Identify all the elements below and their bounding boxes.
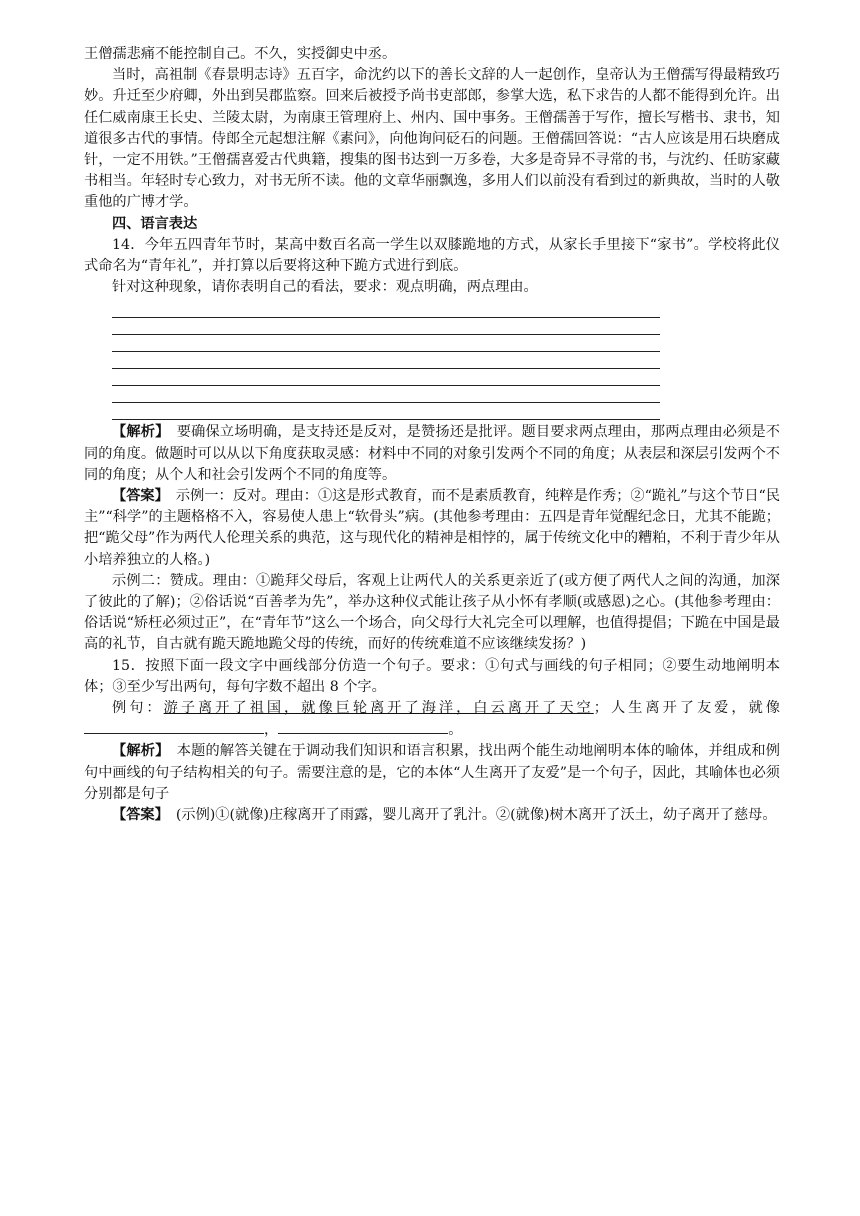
fill-blank-1[interactable] [84,719,264,734]
fill-blank-2[interactable] [278,719,448,734]
blank-separator: ， [264,722,279,739]
example-rest: ；人生离开了友爱，就像 [593,700,780,717]
answer-line[interactable] [112,403,660,420]
answer-text: 示例一：反对。理由：①这是形式教育，而不是素质教育，纯粹是作秀；②“跪礼”与这个节日“民主”“科学”的主题格格不入，容易使人患上“软骨头”病。(其他参考理由：五四是青年觉醒纪念日，尤其不能跪；把“跪父母”作为两代人伦理关系的典范，这与现代化的精神是相悖的，属于传统文化中的糟粕，不利于青少年从小培养独立的人格。) [84,488,781,568]
passage-paragraph: 当时，高祖制《春景明志诗》五百字，命沈约以下的善长文辞的人一起创作，皇帝认为王僧孺写得最精致巧妙。升迁至少府卿，外出到吴郡监察。回来后被授予尚书吏部郎，参掌大选，私下求告的人都不能得到允许。出任仁威南康王长史、兰陵太尉，为南康王管理府上、州内、国中事务。王僧孺善于写作，擅长写楷书、隶书，知道很多古代的事情。侍郎全元起想注解《素问》，向他询问砭石的问题。王僧孺回答说：“古人应该是用石块磨成针，一定不用铁。”王僧孺喜爱古代典籍，搜集的图书达到一万多卷，大多是奇异不寻常的书，与沈约、任昉家藏书相当。年轻时专心致力，对书无所不读。他的文章华丽飘逸，多用人们以前没有看到过的新典故，当时的人敬重他的广博才学。 [84,67,780,211]
question-15-stem: 15．按照下面一段文字中画线部分仿造一个句子。要求：①句式与画线的句子相同；②要生动地阐明本体；③至少写出两句，每句字数不超出 8 个字。 [84,657,780,695]
answer-tag: 【答案】 [112,807,162,824]
analysis-tag: 【解析】 [112,743,163,760]
answer-line[interactable] [112,318,660,335]
answer-line[interactable] [112,352,660,369]
question-14-answer-example2: 示例二：赞成。理由：①跪拜父母后，客观上让两代人的关系更亲近了(或方便了两代人之间的沟通，加深了彼此的了解)；②俗话说“百善孝为先”，举办这种仪式能让孩子从小怀有孝顺(或感恩)之心。(其他参考理由：俗话说“矫枉必须过正”，在“青年节”这么一个场合，向父母行大礼完全可以理解，也值得提倡；下跪在中国是最高的礼节，自古就有跪天跪地跪父母的传统，而好的传统难道不应该继续发扬？) [84,572,780,653]
question-15-example [84,698,780,741]
question-14-answer [84,486,780,571]
answer-lines[interactable] [112,301,780,420]
document-page [84,44,780,826]
analysis-tag: 【解析】 [112,424,163,441]
example-underlined-sentence: 游子离开了祖国，就像巨轮离开了海洋，白云离开了天空 [163,700,594,717]
analysis-text: 要确保立场明确，是支持还是反对，是赞扬还是批评。题目要求两点理由，那两点理由必须是不同的角度。做题时可以从以下角度获取灵感：材料中不同的对象引发两个不同的角度；从表层和深层引发两个不同的角度；从个人和社会引发两个不同的角度等。 [84,424,780,483]
example-label: 例句： [112,700,164,717]
answer-line[interactable] [112,335,660,352]
answer-text: (示例)①(就像)庄稼离开了雨露，婴儿离开了乳汁。②(就像)树木离开了沃土，幼子离开了慈母。 [161,807,777,824]
question-14-stem: 14．今年五四青年节时，某高中数百名高一学生以双膝跪地的方式，从家长手里接下“家书”。学校将此仪式命名为“青年礼”，并打算以后要将这种下跪方式进行到底。 [84,236,781,275]
question-14-instruction: 针对这种现象，请你表明自己的看法，要求：观点明确，两点理由。 [112,279,538,296]
question-14-analysis [84,422,780,486]
question-15-analysis [84,741,780,805]
answer-line[interactable] [112,369,660,386]
analysis-text: 本题的解答关键在于调动我们知识和语言积累，找出两个能生动地阐明本体的喻体，并组成和例句中画线的句子结构相关的句子。需要注意的是，它的本体“人生离开了友爱”是一个句子，因此，其喻体也必须分别都是句子 [84,743,780,802]
section-heading: 四、语言表达 [112,215,198,232]
blank-end: 。 [448,722,463,739]
answer-line[interactable] [112,301,660,318]
answer-line[interactable] [112,386,660,403]
question-15-answer [84,805,780,826]
passage-line: 王僧孺悲痛不能控制自己。不久，实授御史中丞。 [84,46,397,62]
answer-tag: 【答案】 [112,488,162,505]
